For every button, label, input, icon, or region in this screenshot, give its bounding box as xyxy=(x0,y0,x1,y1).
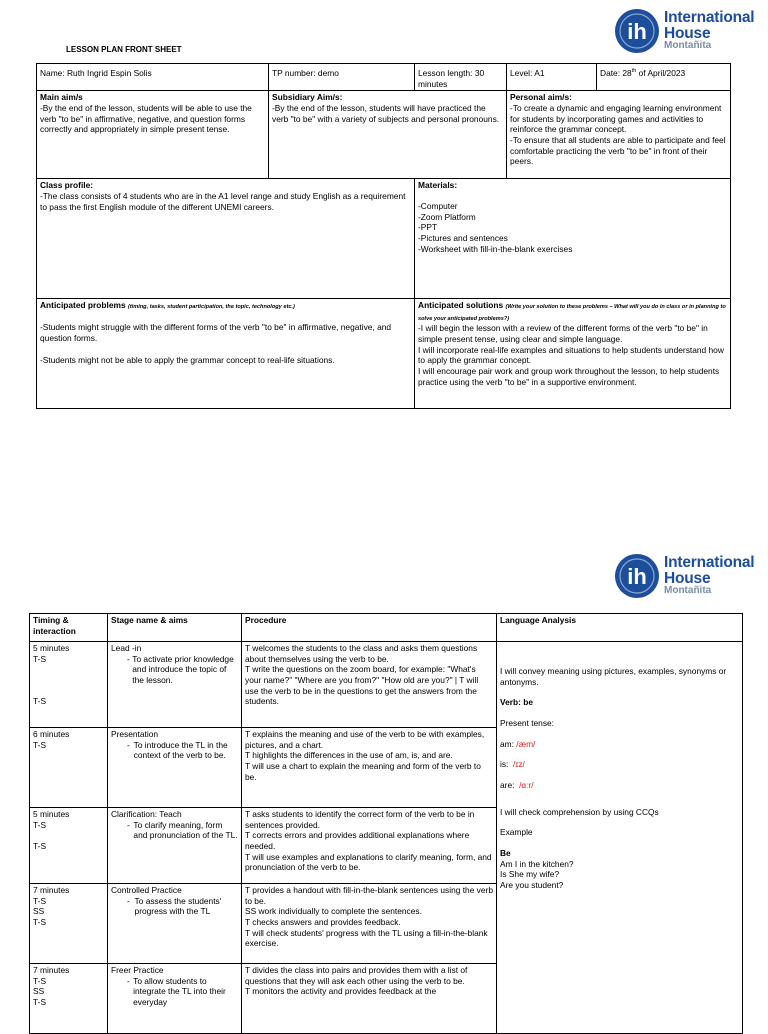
personal-aim-text-1: -To create a dynamic and engaging learning environment for students by incorporating games and activities to reinforce the grammar concept. xyxy=(510,103,722,135)
stage-cell: Freer Practice - To allow students to integrate the TL into their everyday xyxy=(108,964,242,1034)
ih-logo xyxy=(614,8,764,54)
header-language: Language Analysis xyxy=(497,614,743,642)
language-analysis-cell xyxy=(497,642,743,1034)
ih-logo xyxy=(614,553,764,599)
language-ccq: I will check comprehension by using CCQs xyxy=(500,806,659,817)
language-example-label: Example xyxy=(500,827,533,838)
solution-item: I will incorporate real-life examples and situations to help students understand how to apply the grammar concept. xyxy=(418,344,724,366)
name-cell: Name: Ruth Ingrid Espin Solis xyxy=(37,64,269,91)
materials-title: Materials: xyxy=(418,180,458,191)
tp-cell: TP number: demo xyxy=(269,64,415,91)
subsidiary-aim-text: -By the end of the lesson, students will have practiced the verb "to be" with a variety of subjects and personal pronouns. xyxy=(272,103,500,124)
front-sheet-table xyxy=(36,63,731,409)
timing-cell: 7 minutes T-S SS T-S xyxy=(30,964,108,1034)
language-example-item: Am I in the kitchen? xyxy=(500,858,574,869)
procedure-cell: T explains the meaning and use of the verb to be with examples, pictures, and a chart. T highlights the differences in the use of am, is, and are. T will use a chart to explain the meaning and form of the verb to be. xyxy=(242,728,497,808)
stage-cell: Lead -in - To activate prior knowledge and introduce the topic of the lesson. xyxy=(108,642,242,728)
personal-aim-text-2: -To ensure that all students are able to participate and feel comfortable practicing the verb "to be" in front of their peers. xyxy=(510,135,726,167)
ih-logo-icon xyxy=(614,553,660,599)
stage-cell: Clarification: Teach - To clarify meaning, form and pronunciation of the TL. xyxy=(108,808,242,884)
timing-cell: 6 minutes T-S xyxy=(30,728,108,808)
problem-item: -Students might struggle with the different forms of the verb "to be" in affirmative, negative, and question forms. xyxy=(40,322,392,344)
subsidiary-aim-cell xyxy=(269,91,507,179)
language-form-am: am: /æm/ xyxy=(500,738,536,749)
timing-cell: 5 minutes T-S T-S xyxy=(30,808,108,884)
solution-item: -I will begin the lesson with a review of the different forms of the verb "to be" in simple present tense, using clear and simple language. xyxy=(418,323,708,345)
logo-text-montanita: Montañita xyxy=(664,585,712,596)
language-example-item: Are you student? xyxy=(500,880,564,891)
personal-aim-title: Personal aim/s: xyxy=(510,92,572,103)
date-cell: Date: 28th of April/2023 xyxy=(597,64,731,91)
level-cell: Level: A1 xyxy=(507,64,597,91)
procedure-table xyxy=(29,613,743,1034)
materials-item: -Zoom Platform xyxy=(418,211,476,222)
ih-logo-icon xyxy=(614,8,660,54)
logo-text-house: House xyxy=(664,570,711,587)
language-example-item: Is She my wife? xyxy=(500,869,560,880)
materials-item: -Worksheet with fill-in-the-blank exercises xyxy=(418,243,573,254)
anticipated-solutions-cell xyxy=(415,299,731,409)
class-profile-cell xyxy=(37,179,415,299)
procedure-cell: T provides a handout with fill-in-the-blank sentences using the verb to be. SS work individually to complete the sentences. T checks answers and provides feedback. T will check students' progress with the TL using a fill-in-the-blank exercise. xyxy=(242,884,497,964)
language-be: Be xyxy=(500,848,511,859)
procedure-cell: T divides the class into pairs and provides them with a list of questions that they will ask each other using the verb to be. T monitors the activity and provides feedback at the xyxy=(242,964,497,1034)
logo-text-montanita: Montañita xyxy=(664,40,712,51)
timing-cell: 5 minutes T-S T-S xyxy=(30,642,108,728)
svg-text:ih: ih xyxy=(627,564,647,589)
materials-item: -Computer xyxy=(418,201,458,212)
main-aim-text: -By the end of the lesson, students will be able to use the verb "to be" in affirmative, negative, and question forms correctly and appropriately in simple present tense. xyxy=(40,103,252,135)
stage-cell: Presentation - To introduce the TL in the context of the verb to be. xyxy=(108,728,242,808)
language-tense: Present tense: xyxy=(500,718,555,729)
solution-item: I will encourage pair work and group work throughout the lesson, to help students practice using the verb "to be" in a supportive environment. xyxy=(418,366,720,387)
header-timing: Timing & interaction xyxy=(30,614,108,642)
length-cell: Lesson length: 30 minutes xyxy=(415,64,507,91)
problem-item: -Students might not be able to apply the grammar concept to real-life situations. xyxy=(40,354,335,365)
class-profile-text: -The class consists of 4 students who are in the A1 level range and study English as a requirement to pass the first English module of the different UNEMI careers. xyxy=(40,191,406,212)
sheet-title: LESSON PLAN FRONT SHEET xyxy=(66,45,182,54)
procedure-cell: T asks students to identify the correct form of the verb to be in sentences provided. T corrects errors and provides additional explanations where needed. T will use examples and explanations to clarify meaning, form, and pronunciation of the verb to be. xyxy=(242,808,497,884)
main-aim-cell xyxy=(37,91,269,179)
solutions-title: Anticipated solutions xyxy=(418,300,504,311)
subsidiary-aim-title: Subsidiary Aim/s: xyxy=(272,92,343,103)
personal-aim-cell xyxy=(507,91,731,179)
logo-text-international: International xyxy=(664,9,755,26)
main-aim-title: Main aim/s xyxy=(40,92,83,103)
language-form-is: is: /ɪz/ xyxy=(500,759,525,770)
class-profile-title: Class profile: xyxy=(40,180,94,191)
language-form-are: are: /ɑːr/ xyxy=(500,780,534,791)
timing-cell: 7 minutes T-S SS T-S xyxy=(30,884,108,964)
materials-item: -PPT xyxy=(418,222,438,233)
anticipated-problems-cell xyxy=(37,299,415,409)
language-verb: Verb: be xyxy=(500,697,534,708)
header-procedure: Procedure xyxy=(242,614,497,642)
header-stage: Stage name & aims xyxy=(108,614,242,642)
solutions-note: (Write your solution to these problems – What will you do in class or in planning to solve your anticipated problems?) xyxy=(418,304,726,322)
problems-title: Anticipated problems xyxy=(40,300,126,311)
stage-cell: Controlled Practice - To assess the students' progress with the TL xyxy=(108,884,242,964)
procedure-cell: T welcomes the students to the class and asks them questions about themselves using the verb to be. T write the questions on the zoom board, for example: "What's your name?" "Where are you from?" "How old are you?" | T will use the verb to be in the questions to get the answers from the students. xyxy=(242,642,497,728)
language-intro: I will convey meaning using pictures, examples, synonyms or antonyms. xyxy=(500,666,727,687)
problems-note: (timing, tasks, student participation, the topic, technology etc.) xyxy=(127,304,295,311)
logo-text-international: International xyxy=(664,554,755,571)
logo-text-house: House xyxy=(664,25,711,42)
svg-text:ih: ih xyxy=(627,19,647,44)
materials-item: -Pictures and sentences xyxy=(418,233,508,244)
materials-cell xyxy=(415,179,731,299)
